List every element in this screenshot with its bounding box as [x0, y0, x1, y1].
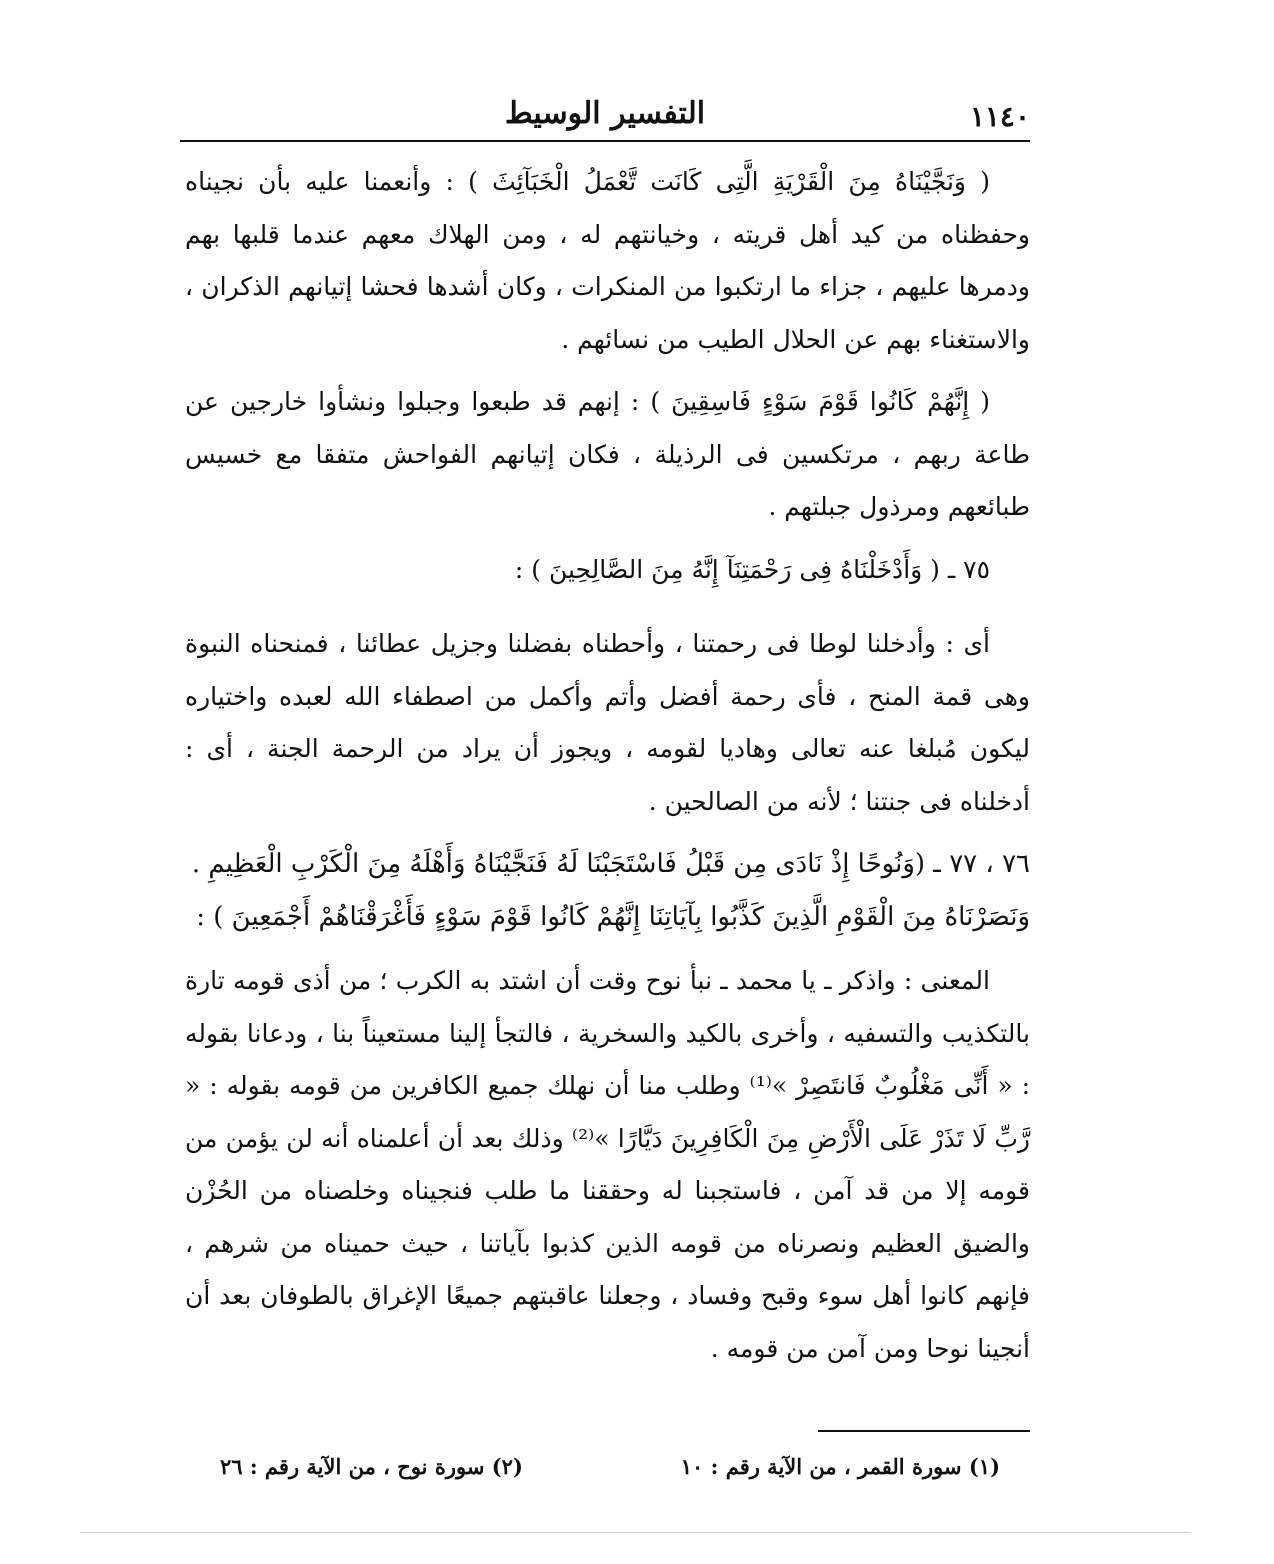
page-header — [180, 96, 1030, 140]
header-rule — [180, 140, 1030, 142]
footnote-rule — [818, 1430, 1030, 1432]
footnote-2: (٢) سورة نوح ، من الآية رقم : ٢٦ — [220, 1454, 523, 1479]
verse-76-line: ٧٦ ، ٧٧ ـ (وَنُوحًا إِذْ نَادَى مِن قَبْلُ فَاسْتَجَبْنَا لَهُ فَنَجَّيْنَاهُ وَأَهْلَهُ مِنَ الْكَرْبِ الْعَظِيمِ . — [191, 849, 1030, 879]
footnote-1: (١) سورة القمر ، من الآية رقم : ١٠ — [680, 1454, 1000, 1479]
footnotes — [220, 1448, 1000, 1488]
paragraph-verse-74-rescue: ( وَنَجَّيْنَاهُ مِنَ الْقَرْيَةِ الَّتِى كَانَت تَّعْمَلُ الْخَبَآئِثَ ) : وأنعمنا عليه بأن نجيناه وحفظناه من كيد أهل قريته ، وخيانتهم له ، ومن الهلاك معهم عندما قلبها بهم ودمرها عليهم ، جزاء ما ارتكبوا من المنكرات ، وكان أشدها فحشا إتيانهم الذكران ، والاستغناء بهم عن الحلال الطيب من نسائهم . — [185, 167, 1031, 354]
paragraph-verse-74-sinners: ( إِنَّهُمْ كَانُوا قَوْمَ سَوْءٍ فَاسِقِينَ ) : إنهم قد طبعوا وجبلوا ونشأوا خارجين عن طاعة ربهم ، مرتكسين فى الرذيلة ، فكان إتيانهم الفواحش متفقا مع خسيس طبائعهم ومرذول جبلتهم . — [185, 387, 1030, 521]
paragraph-verse-76-77-commentary: المعنى : واذكر ـ يا محمد ـ نبأ نوح وقت أن اشتد به الكرب ؛ من أذى قومه تارة بالتكذيب والتسفيه ، وأخرى بالكيد والسخرية ، فالتجأ إلينا مستعيناً بنا ، ودعانا بقوله : « أَنِّى مَغْلُوبٌ فَانتَصِرْ »⁽¹⁾ وطلب منا أن نهلك جميع الكافرين من قومه بقوله : « رَّبِّ لَا تَذَرْ عَلَى الْأَرْضِ مِنَ الْكَافِرِينَ دَيَّارًا »⁽²⁾ وذلك بعد أن أعلمناه أنه لن يؤمن من قومه إلا من قد آمن ، فاستجبنا له وحققنا ما طلب فنجيناه وخلصناه من الحُزْن والضيق العظيم ونصرناه من قومه الذين كذبوا بآياتنا ، حيث حميناه من شرهم ، فإنهم كانوا أهل سوء وقبح وفساد ، وجعلنا عاقبتهم جميعًا الإغراق بالطوفان بعد أن أنجينا نوحا ومن آمن من قومه . — [185, 966, 1030, 1363]
verse-77-line: وَنَصَرْنَاهُ مِنَ الْقَوْمِ الَّذِينَ كَذَّبُوا بِآيَاتِنَا إِنَّهُمْ كَانُوا قَوْمَ سَوْءٍ فَأَغْرَقْنَاهُمْ أَجْمَعِينَ ) : — [196, 901, 1030, 932]
running-title: التفسير الوسيط — [504, 96, 706, 131]
paragraph-verse-75-commentary: أى : وأدخلنا لوطا فى رحمتنا ، وأحطناه بفضلنا وجزيل عطائنا ، فمنحناه النبوة وهى قمة المنح ، فأى رحمة أفضل وأتم وأكمل من اصطفاء الله لعبده واختياره ليكون مُبلغا عنه تعالى وهاديا لقومه ، ويجوز أن يراد من الرحمة الجنة ، أى : أدخلناه فى جنتنا ؛ لأنه من الصالحين . — [185, 629, 1030, 816]
scan-edge-mark — [80, 1532, 1190, 1533]
verse-76-77-heading — [185, 838, 1030, 943]
page-number: ١١٤٠ — [969, 100, 1030, 133]
verse-75-heading: ٧٥ ـ ( وَأَدْخَلْنَاهُ فِى رَحْمَتِنَآ إِنَّهُ مِنَ الصَّالِحِينَ ) : — [514, 554, 990, 584]
body-text — [185, 156, 1030, 1385]
